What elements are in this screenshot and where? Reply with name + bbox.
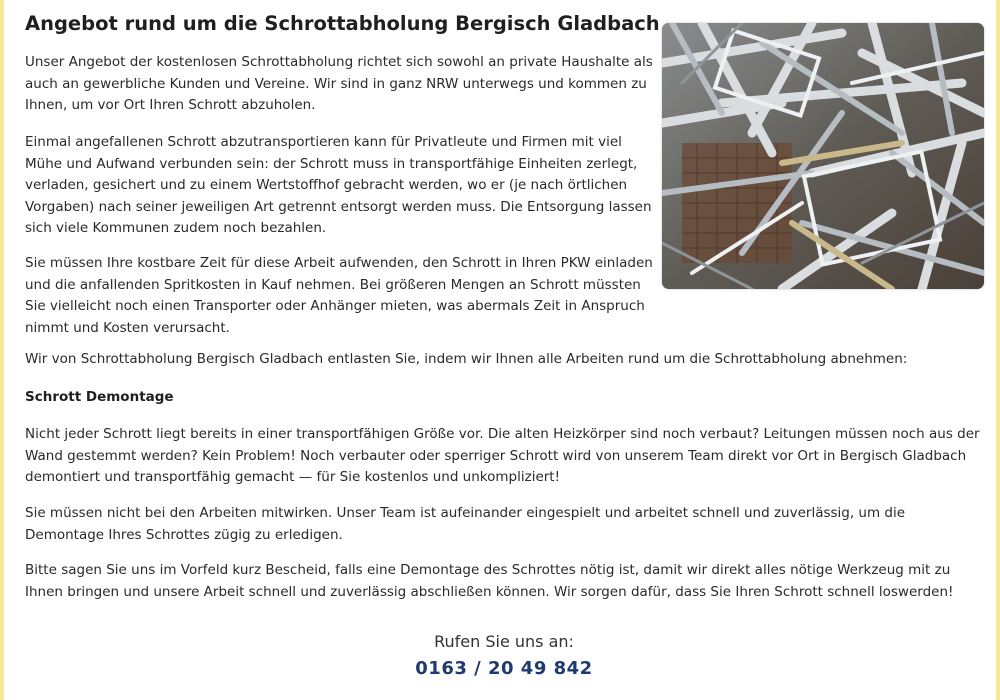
- notice-paragraph: Bitte sagen Sie uns im Vorfeld kurz Bescheid, falls eine Demontage des Schrottes nötig ist, damit wir direkt alles nötige Werkzeug mit zu Ihnen bringen und unsere Arbeit schnell und zuverlässig abschließen können. Wir sorgen dafür, dass Sie Ihren Schrott schnell loswerden!: [25, 562, 954, 600]
- scrap-metal-photo: [662, 23, 984, 289]
- phone-number-link[interactable]: 0163 / 20 49 842: [415, 658, 593, 679]
- time-cost-paragraph: Sie müssen Ihre kostbare Zeit für diese Arbeit aufwenden, den Schrott in Ihren PKW einladen und die anfallenden Spritkosten in Kauf nehmen. Bei größeren Mengen an Schrott müssten Sie vielleicht noch einen Transporter oder Anhänger mieten, was abermals Zeit in Anspruch nimmt und Kosten verursacht.: [25, 255, 653, 336]
- service-paragraph: Wir von Schrottabholung Bergisch Gladbach entlasten Sie, indem wir Ihnen alle Arbeiten rund um die Schrottabholung abnehmen:: [25, 351, 908, 367]
- intro-paragraph: Unser Angebot der kostenlosen Schrottabholung richtet sich sowohl an private Haushalte als auch an gewerbliche Kunden und Vereine. Wir sind in ganz NRW unterwegs und kommen zu Ihnen, um vor Ort Ihren Schrott abzuholen.: [25, 54, 653, 113]
- subheading-demontage: Schrott Demontage: [25, 389, 174, 405]
- call-us-label: Rufen Sie uns an:: [434, 632, 574, 651]
- page-title: Angebot rund um die Schrottabholung Bergisch Gladbach: [25, 12, 660, 35]
- team-paragraph: Sie müssen nicht bei den Arbeiten mitwirken. Unser Team ist aufeinander eingespielt und arbeitet schnell und zuverlässig, um die Demontage Ihres Schrottes zügig zu erledigen.: [25, 505, 906, 543]
- effort-paragraph: Einmal angefallenen Schrott abzutransportieren kann für Privatleute und Firmen mit viel Mühe und Aufwand verbunden sein: der Schrott muss in transportfähige Einheiten zerlegt, verladen, gesichert und zu einem Wertstoffhof gebracht werden, wo er (je nach örtlichen Vorgaben) nach seiner jeweiligen Art getrennt entsorgt werden muss. Die Entsorgung lassen sich viele Kommunen zudem noch bezahlen.: [25, 134, 652, 236]
- scrap-metal-illustration: [662, 23, 984, 289]
- demontage-paragraph: Nicht jeder Schrott liegt bereits in einer transportfähigen Größe vor. Die alten Heizkörper sind noch verbaut? Leitungen müssen noch aus der Wand gestemmt werden? Kein Problem! Noch verbauter oder sperriger Schrott wird von unserem Team direkt vor Ort in Bergisch Gladbach demontiert und transportfähig gemacht — für Sie kostenlos und unkompliziert!: [25, 426, 980, 485]
